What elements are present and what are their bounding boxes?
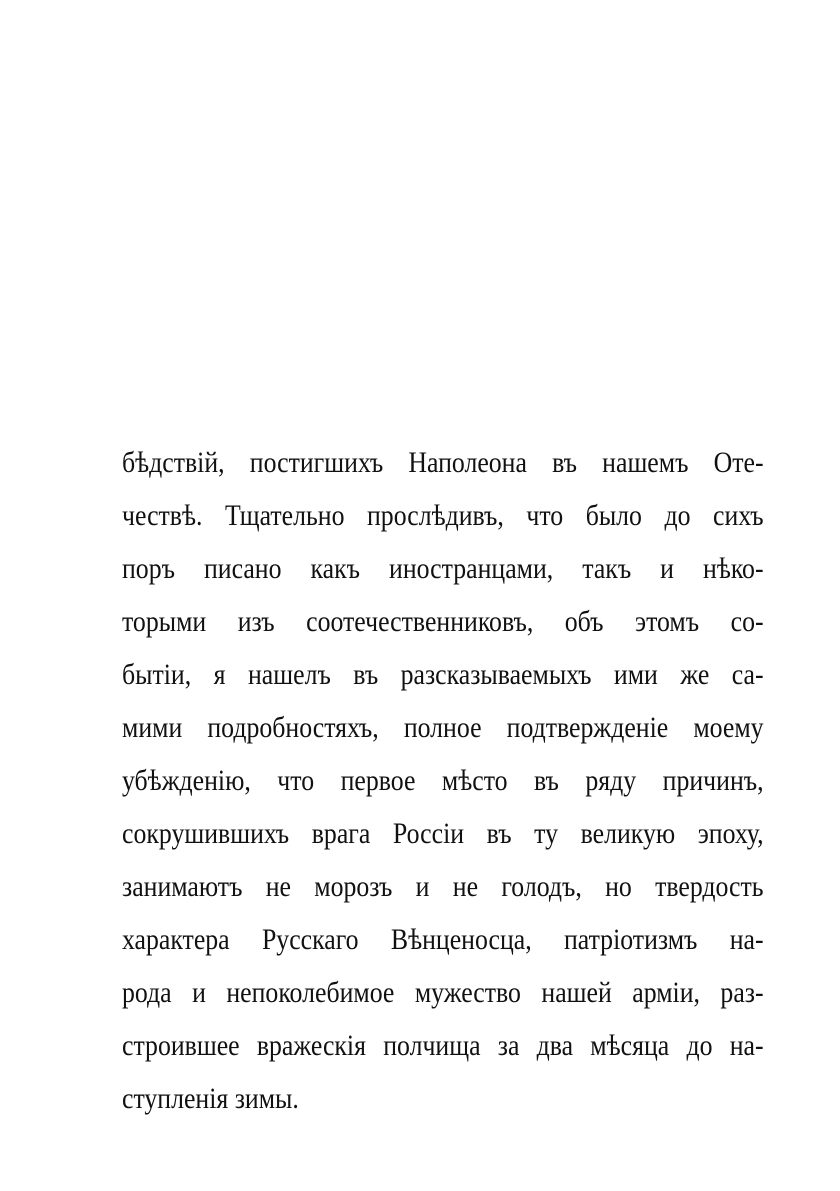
paragraph-line-9: занимаютъ не морозъ и не голодъ, но твердость (122, 870, 764, 903)
paragraph-line-5: бытіи, я нашелъ въ разсказываемыхъ ими же са- (122, 658, 764, 691)
paragraph-line-6: мими подробностяхъ, полное подтвержденіе моему (122, 711, 764, 744)
paragraph-line-11: рода и непоколебимое мужество нашей арміи, раз- (122, 976, 764, 1009)
paragraph-line-10: характера Русскаго Вѣнценосца, патріотизмъ на- (122, 923, 764, 956)
paragraph-line-13: ступленія зимы. (122, 1082, 299, 1115)
paragraph-line-8: сокрушившихъ врага Россіи въ ту великую эпоху, (122, 817, 764, 850)
paragraph-line-3: поръ писано какъ иностранцами, такъ и нѣко- (122, 552, 764, 585)
paragraph-line-7: убѣжденію, что первое мѣсто въ ряду причинъ, (122, 764, 764, 797)
paragraph-line-12: строившее вражескія полчища за два мѣсяца до на- (122, 1029, 764, 1062)
paragraph-line-2: чествѣ. Тщательно прослѣдивъ, что было до сихъ (122, 499, 764, 532)
paragraph-line-4: торыми изъ соотечественниковъ, объ этомъ со- (122, 605, 764, 638)
paragraph-line-1: бѣдствій, постигшихъ Наполеона въ нашемъ Оте- (122, 446, 764, 479)
body-paragraph (122, 436, 764, 1125)
